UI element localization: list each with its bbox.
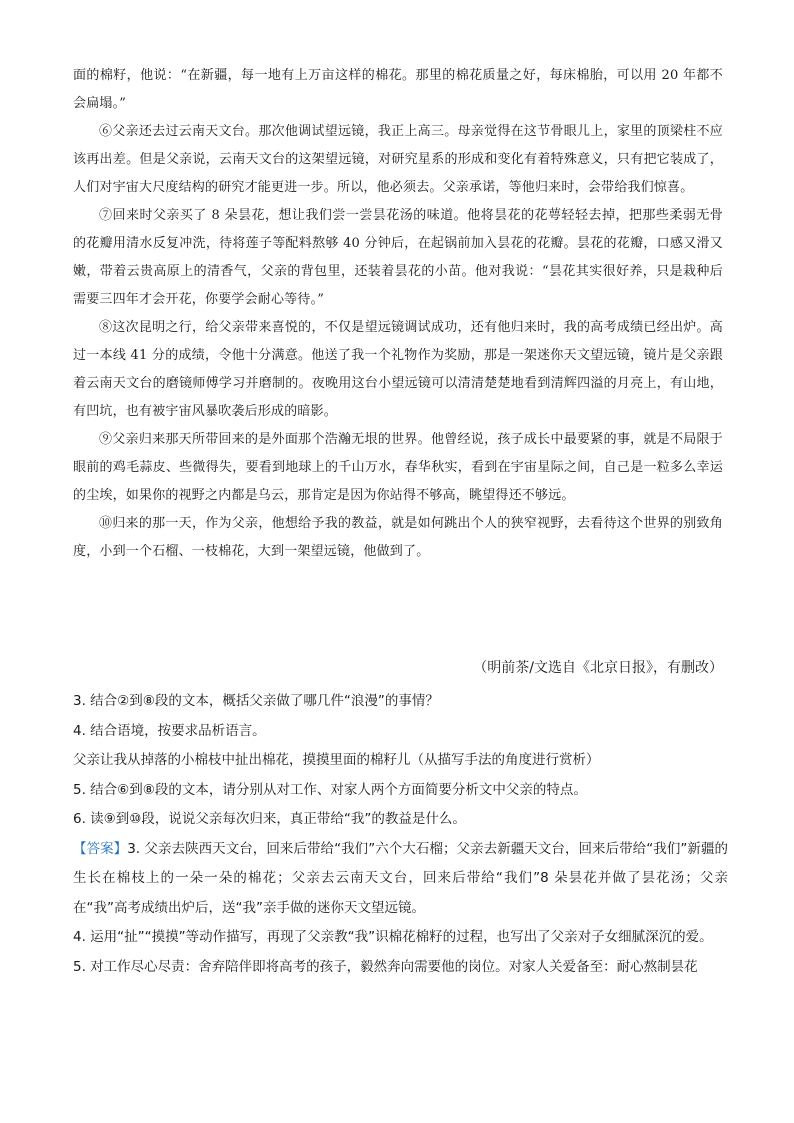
answer-3 <box>73 835 728 924</box>
paragraph-8: ⑧这次昆明之行，给父亲带来喜悦的，不仅是望远镜调试成功，还有他归来时，我的高考成绩已经出炉。高过一本线 41 分的成绩，令他十分满意。他送了我一个礼物作为奖励，那是一架迷你天文望远镜，镜片是父亲跟着云南天文台的磨镜师傅学习并磨制的。夜晚用这台小望远镜可以清清楚楚地看到清辉四溢的月亮上，有山地，有凹坑，也有被宇宙风暴吹袭后形成的暗影。 <box>73 320 723 419</box>
question-3: 3. 结合②到⑧段的文本，概括父亲做了哪几件“浪漫”的事情？ <box>73 693 439 709</box>
source-attribution: （明前茶/文选自《北京日报》，有删改） <box>473 660 723 676</box>
answer-3-text: 3. 父亲去陕西天文台，回来后带给“我们”六个大石榴；父亲去新疆天文台，回来后带给“我们”新疆的生长在棉枝上的一朵一朵的棉花；父亲去云南天文台，回来后带给“我们”8 朵昙花并做了昙花汤；父亲在“我”高考成绩出炉后，送“我”亲手做的迷你天文望远镜。 <box>73 840 729 916</box>
question-4-detail: 父亲让我从掉落的小棉枝中扯出棉花，摸摸里面的棉籽儿（从描写手法的角度进行赏析） <box>73 752 600 768</box>
question-6: 6. 读⑨到⑩段，说说父亲每次归来，真正带给“我”的教益是什么。 <box>73 811 466 827</box>
paragraph-7: ⑦回来时父亲买了 8 朵昙花，想让我们尝一尝昙花汤的味道。他将昙花的花萼轻轻去掉，把那些柔弱无骨的花瓣用清水反复冲洗，待将莲子等配料熬够 40 分钟后，在起锅前加入昙花的花瓣。昙花的花瓣，口感又滑又嫩，带着云贵高原上的清香气，父亲的背包里，还装着昙花的小苗。他对我说：“昙花其实很好养，只是栽种后需要三四年才会开花，你要学会耐心等待。” <box>73 208 723 307</box>
answer-4: 4. 运用“扯”“摸摸”等动作描写，再现了父亲教“我”识棉花棉籽的过程，也写出了父亲对子女细腻深沉的爱。 <box>73 929 713 945</box>
answer-tag: 【答案】 <box>73 840 128 857</box>
questions-and-answers <box>73 687 728 982</box>
paragraph-9: ⑨父亲归来那天所带回来的是外面那个浩瀚无垠的世界。他曾经说，孩子成长中最要紧的事，就是不局限于眼前的鸡毛蒜皮、些微得失，要看到地球上的千山万水，春华秋实，看到在宇宙星际之间，自己是一粒多么幸运的尘埃，如果你的视野之内都是乌云，那肯定是因为你站得不够高，眺望得还不够远。 <box>73 432 723 503</box>
reading-passage <box>73 62 723 566</box>
paragraph-5-tail: 面的棉籽，他说：“在新疆，每一地有上万亩这样的棉花。那里的棉花质量之好，每床棉胎，可以用 20 年都不会扁塌。” <box>73 68 723 111</box>
answer-5: 5. 对工作尽心尽责：舍弃陪伴即将高考的孩子，毅然奔向需要他的岗位。对家人关爱备至：耐心熬制昙花 <box>73 958 698 975</box>
paragraph-6: ⑥父亲还去过云南天文台。那次他调试望远镜，我正上高三。母亲觉得在这节骨眼儿上，家里的顶梁柱不应该再出差。但是父亲说，云南天文台的这架望远镜，对研究星系的形成和变化有着特殊意义，只有把它装成了，人们对宇宙大尺度结构的研究才能更进一步。所以，他必须去。父亲承诺，等他归来时，会带给我们惊喜。 <box>73 124 723 195</box>
question-5: 5. 结合⑥到⑧段的文本，请分别从对工作、对家人两个方面简要分析文中父亲的特点。 <box>73 781 587 798</box>
paragraph-10: ⑩归来的那一天，作为父亲，他想给予我的教益，就是如何跳出个人的狭窄视野，去看待这个世界的别致角度，小到一个石榴、一枝棉花，大到一架望远镜，他做到了。 <box>73 516 723 559</box>
question-4: 4. 结合语境，按要求品析语言。 <box>73 722 266 739</box>
